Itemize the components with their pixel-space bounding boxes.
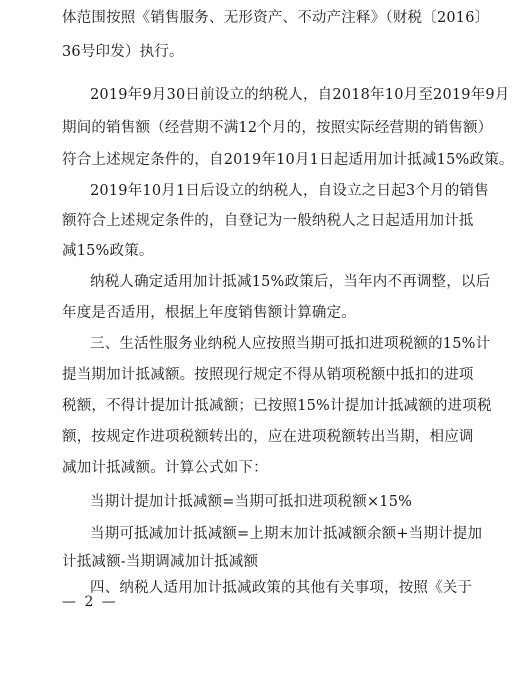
formula-line-1: 当期计提加计抵减额=当期可抵扣进项税额×15% <box>90 494 413 510</box>
text-line-3: 2019年9月30日前设立的纳税人，自2018年10月至2019年9月 <box>90 87 510 103</box>
page-number: — 2 — <box>62 594 118 610</box>
text-line-4: 期间的销售额（经营期不满12个月的，按照实际经营期的销售额） <box>62 120 493 136</box>
text-line-8: 减15%政策。 <box>62 243 154 259</box>
text-line-12: 提当期加计抵减额。按照现行规定不得从销项税额中抵扣的进项 <box>62 367 474 383</box>
text-line-19: 四、纳税人适用加计抵减政策的其他有关事项，按照《关于 <box>90 580 473 596</box>
text-line-13: 税额，不得计提加计抵减额；已按照15%计提加计抵减额的进项税 <box>62 398 492 414</box>
text-line-6: 2019年10月1日后设立的纳税人，自设立之日起3个月的销售 <box>90 183 489 199</box>
text-line-1: 体范围按照《销售服务、无形资产、不动产注释》（财税〔2016〕 <box>62 10 490 26</box>
formula-line-2a: 当期可抵减加计抵减额=上期末加计抵减额余额+当期计提加 <box>90 526 483 542</box>
text-line-5: 符合上述规定条件的，自2019年10月1日起适用加计抵减15%政策。 <box>62 152 514 168</box>
text-line-14: 额，按规定作进项税额转出的，应在进项税额转出当期，相应调 <box>62 429 474 445</box>
text-line-11: 三、生活性服务业纳税人应按照当期可抵扣进项税额的15%计 <box>90 336 491 352</box>
text-line-7: 额符合上述规定条件的，自登记为一般纳税人之日起适用加计抵 <box>62 213 474 229</box>
text-line-9: 纳税人确定适用加计抵减15%政策后，当年内不再调整，以后 <box>90 274 491 290</box>
text-line-10: 年度是否适用，根据上年度销售额计算确定。 <box>62 305 356 321</box>
text-line-2: 36号印发）执行。 <box>62 44 184 60</box>
text-line-15: 减加计抵减额。计算公式如下： <box>62 460 268 476</box>
formula-line-2b: 计抵减额-当期调减加计抵减额 <box>62 554 259 570</box>
